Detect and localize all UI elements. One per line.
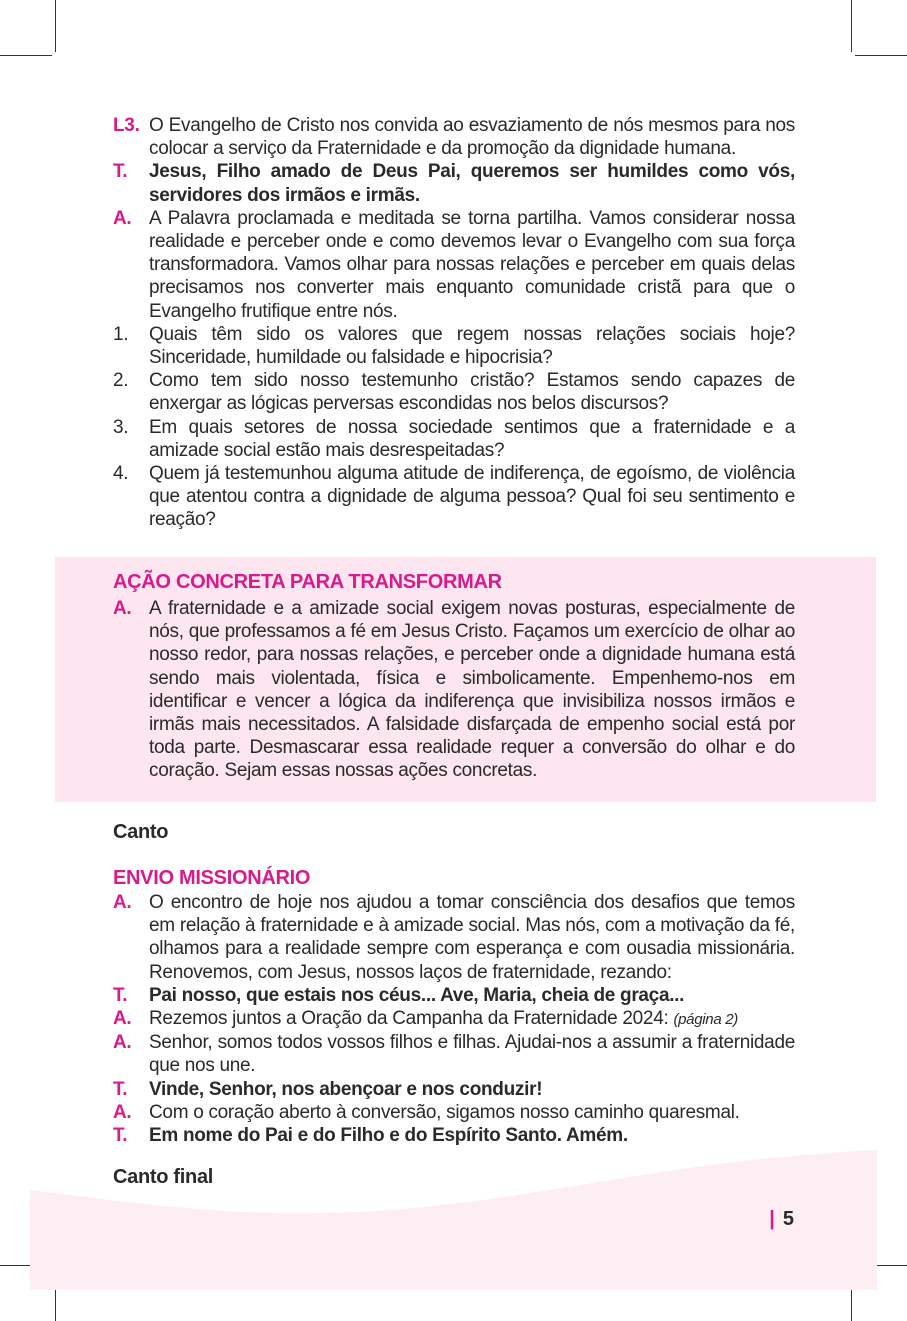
line-prefix: A. — [113, 1032, 132, 1054]
line-text — [149, 1101, 795, 1124]
line-body: Rezemos juntos a Oração da Campanha da Fraternidade 2024: — [149, 1008, 669, 1030]
page-bar: | — [769, 1208, 775, 1230]
role-prefix: A. — [113, 598, 132, 619]
line-prefix: T. — [113, 161, 128, 183]
line-body: Vinde, Senhor, nos abençoar e nos conduzir! — [149, 1078, 543, 1100]
line-prefix: A. — [113, 1101, 132, 1123]
line-prefix: A. — [113, 892, 132, 913]
line-prefix: 1. — [113, 323, 129, 345]
page-number-value: 5 — [782, 1208, 794, 1230]
line-text — [149, 323, 795, 369]
text-line — [113, 462, 795, 532]
line-text — [149, 1007, 795, 1031]
line-prefix: A. — [113, 207, 132, 229]
line-text — [149, 369, 795, 415]
text-line — [113, 1007, 795, 1031]
line-prefix: 3. — [113, 416, 129, 438]
line-text — [149, 207, 795, 323]
line-prefix: A. — [113, 1008, 132, 1030]
line-prefix: 4. — [113, 463, 129, 485]
line-body: Em quais setores de nossa sociedade sentimos que a fraternidade e a amizade social estão mais desrespeitadas? — [149, 416, 795, 461]
line-text — [149, 891, 795, 984]
line-text — [149, 1078, 795, 1101]
line-prefix: T. — [113, 1125, 128, 1147]
line-body: Senhor, somos todos vossos filhos e filhas. Ajudai-nos a assumir a fraternidade que nos une. — [149, 1032, 795, 1077]
text-line — [113, 114, 795, 160]
line-body: Em nome do Pai e do Filho e do Espírito Santo. Amém. — [149, 1125, 628, 1147]
canto-heading: Canto — [113, 821, 169, 843]
line-body: Quais têm sido os valores que regem nossas relações sociais hoje? Sinceridade, humildade ou falsidade e hipocrisia? — [149, 323, 795, 369]
line-body: Quem já testemunhou alguma atitude de indiferença, de egoísmo, de violência que atentou contra a dignidade de alguma pessoa? Qual foi seu sentimento e reação? — [149, 463, 795, 531]
text-line — [113, 1124, 795, 1147]
line-text — [149, 1031, 795, 1077]
text-line — [113, 160, 795, 206]
line-body: O encontro de hoje nos ajudou a tomar consciência dos desafios que temos em relação à fraternidade e à amizade social. Mas nós, com a motivação da fé, olhamos para a realidade sempre com esperança e com ousadia missionária. Renovemos, com Jesus, nossos laços de fraternidade, rezando: — [149, 892, 795, 983]
page-number — [769, 1208, 794, 1231]
envio-section — [113, 891, 795, 1147]
line-prefix: 2. — [113, 370, 129, 392]
text-line — [113, 207, 795, 323]
crop-mark — [855, 55, 907, 56]
text-line — [113, 369, 795, 415]
crop-mark — [0, 55, 52, 56]
text-line — [113, 984, 795, 1007]
crop-mark — [851, 0, 852, 52]
section-heading-acao: AÇÃO CONCRETA PARA TRANSFORMAR — [113, 571, 502, 593]
line-text — [149, 1124, 795, 1147]
text-line — [113, 323, 795, 369]
crop-mark — [55, 0, 56, 52]
line-text — [149, 984, 795, 1007]
line-body: Como tem sido nosso testemunho cristão? Estamos sendo capazes de enxergar as lógicas perversas escondidas nos belos discursos? — [149, 370, 795, 415]
line-text — [149, 416, 795, 462]
section-heading-envio: ENVIO MISSIONÁRIO — [113, 867, 311, 889]
line-text — [149, 462, 795, 532]
text-line — [113, 1031, 795, 1077]
line-prefix: L3. — [113, 115, 140, 136]
line-body: O Evangelho de Cristo nos convida ao esvaziamento de nós mesmos para nos colocar a serviço da Fraternidade e da promoção da dignidade humana. — [149, 115, 795, 160]
line-prefix: T. — [113, 1078, 128, 1100]
text-line — [113, 891, 795, 984]
reflection-section — [113, 114, 795, 532]
action-line — [113, 597, 795, 783]
text-line — [113, 416, 795, 462]
line-body: Pai nosso, que estais nos céus... Ave, Maria, cheia de graça... — [149, 984, 685, 1006]
text-line — [113, 1101, 795, 1124]
line-text — [149, 114, 795, 160]
canto-final-heading: Canto final — [113, 1166, 214, 1188]
line-body: Com o coração aberto à conversão, sigamos nosso caminho quaresmal. — [149, 1101, 740, 1123]
line-prefix: T. — [113, 984, 128, 1006]
line-body: A Palavra proclamada e meditada se torna partilha. Vamos considerar nossa realidade e perceber onde e como devemos levar o Evangelho com sua força transformadora. Vamos olhar para nossas relações e perceber em quais delas precisamos nos converter mais enquanto comunidade cristã para que o Evangelho frutifique entre nós. — [149, 207, 795, 322]
text-line — [113, 1078, 795, 1101]
line-text: A fraternidade e a amizade social exigem novas posturas, especialmente de nós, que professamos a fé em Jesus Cristo. Façamos um exercício de olhar ao nosso redor, para nossas relações, e perceber onde a dignidade humana está sendo mais violentada, física e simbolicamente. Empenhemo-nos em identificar e vencer a lógica da indiferença que invisibiliza nossos irmãos e irmãs mais necessitados. A falsidade disfarçada de empenho social está por toda parte. Desmascarar essa realidade requer a conversão do olhar e do coração. Sejam essas nossas ações concretas. — [149, 598, 795, 782]
line-text — [149, 160, 795, 206]
page-reference-note: (página 2) — [673, 1011, 738, 1029]
line-body: Jesus, Filho amado de Deus Pai, queremos ser humildes como vós, servidores dos irmãos e irmãs. — [149, 161, 795, 206]
action-text-block — [113, 597, 795, 783]
